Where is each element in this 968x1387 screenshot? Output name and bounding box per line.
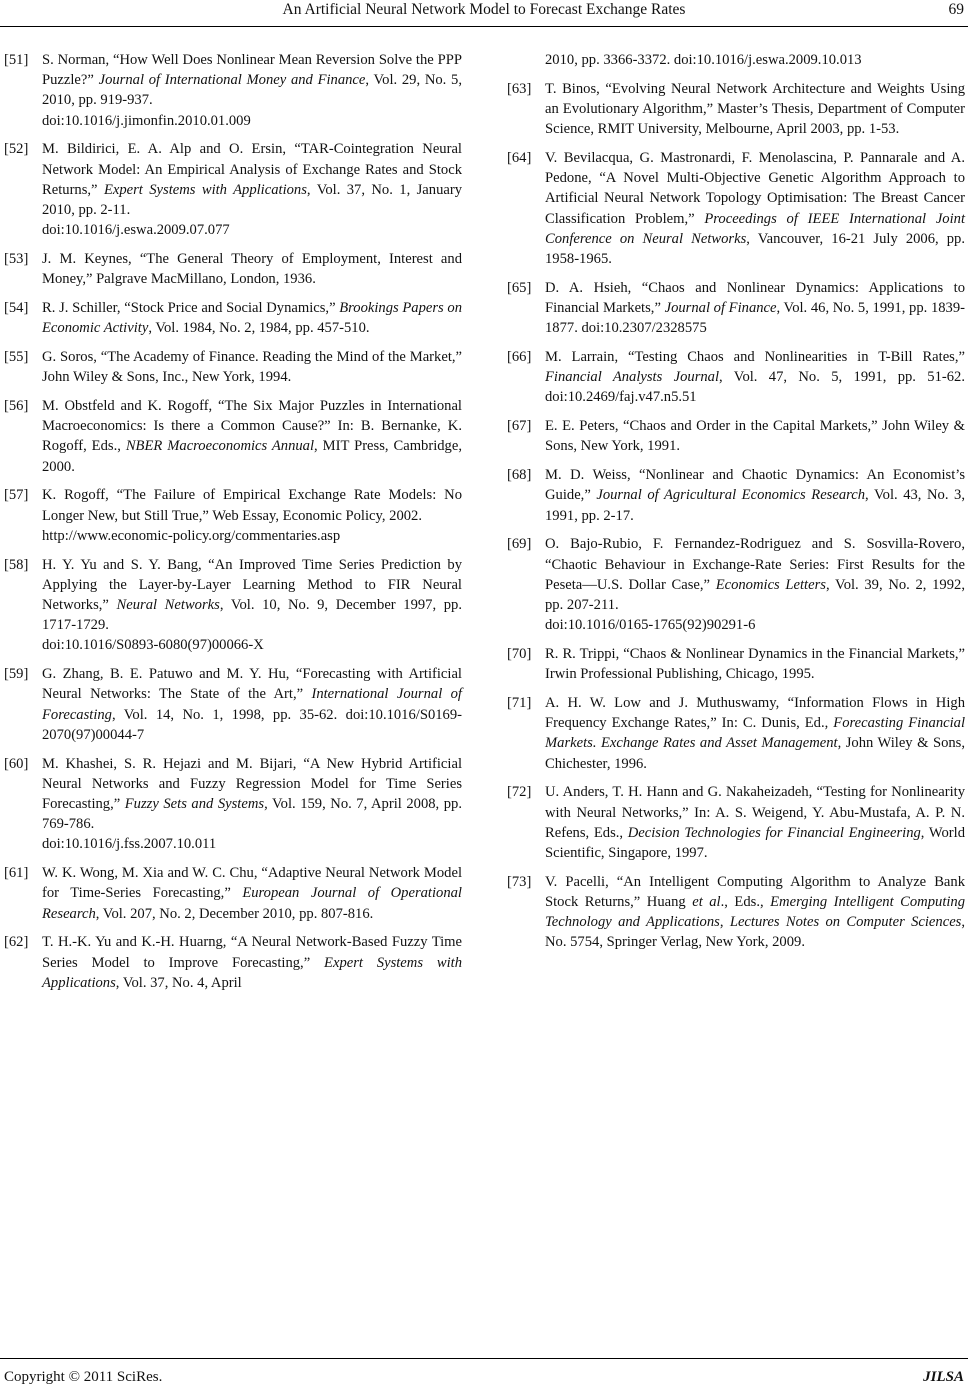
reference-italic-segment: Journal of International Money and Finance [98,72,366,89]
reference-text [545,278,965,339]
reference-segment: M. D. Weiss, “Nonlinear and Chaotic Dynamics: An Economist’s Guide,” [545,467,965,504]
reference-entry [507,693,965,774]
reference-segment: G. Zhang, B. E. Patuwo and M. Y. Hu, “Forecasting with Artificial Neural Networks: The State of the Art,” [42,666,462,703]
reference-text [42,249,462,289]
reference-number: [59] [4,666,29,683]
reference-italic-segment: Proceedings of IEEE International Joint Conference on Neural Networks [545,210,965,247]
reference-segment: T. Binos, “Evolving Neural Network Architecture and Weights Using an Evolutionary Algorithm,” Master’s Thesis, Department of Computer Science, RMIT University, Melbourne, April 2003, pp. 1-53. [545,80,965,138]
reference-segment: R. R. Trippi, “Chaos & Nonlinear Dynamics in the Financial Markets,” Irwin Professional Publishing, Chicago, 1995. [545,646,965,683]
reference-text [42,396,462,477]
reference-segment: , Vol. 46, No. 5, 1991, pp. 1839-1877. doi:10.2307/2328575 [545,300,965,337]
reference-text [545,534,965,635]
reference-segment: , No. 5754, Springer Verlag, New York, 2009. [545,914,966,951]
reference-segment: ., Eds., [720,894,771,911]
reference-doi: doi:10.1016/S0893-6080(97)00066-X [42,637,264,654]
reference-number: [54] [4,300,29,317]
reference-text [545,465,965,526]
reference-segment: K. Rogoff, “The Failure of Empirical Exchange Rate Models: No Longer New, but Still True,” Web Essay, Economic Policy, 2002. [42,487,462,524]
reference-entry [507,148,965,269]
page-header [0,0,968,27]
reference-segment: A. H. W. Low and J. Muthuswamy, “Information Flows in High Frequency Exchange Rates,” In: C. Dunis, Ed., [545,695,965,732]
reference-segment: M. Khashei, S. R. Hejazi and M. Bijari, “A New Hybrid Artificial Neural Networks and Fuzzy Regression Model for Time Series Forecasting,” [42,755,462,813]
reference-entry [507,50,965,70]
reference-text [42,932,462,993]
reference-text [545,416,965,456]
reference-doi: doi:10.1016/j.fss.2007.10.011 [42,836,217,853]
reference-segment: , Vol. 159, No. 7, April 2008, pp. 769-786. [42,796,462,833]
reference-number: [58] [4,556,29,573]
reference-text [545,347,965,408]
reference-text [545,79,965,140]
reference-doi: doi:10.1016/j.jimonfin.2010.01.009 [42,112,251,129]
reference-segment: , Vol. 47, No. 5, 1991, pp. 51-62. doi:10.2469/faj.v47.n5.51 [545,369,965,406]
reference-italic-segment: Brookings Papers on Economic Activity [42,300,463,337]
reference-number: [56] [4,398,29,415]
reference-segment: M. Larrain, “Testing Chaos and Nonlinearities in T-Bill Rates,” [545,349,965,366]
reference-doi: doi:10.1016/0165-1765(92)90291-6 [545,617,756,634]
reference-italic-segment: Financial Analysts Journal [545,369,720,386]
reference-segment: 2010, pp. 3366-3372. doi:10.1016/j.eswa.2009.10.013 [545,52,862,68]
reference-entry [4,249,462,289]
reference-segment: , Vol. 207, No. 2, December 2010, pp. 807-816. [95,905,374,922]
reference-number: [63] [507,80,532,97]
reference-segment: G. Soros, “The Academy of Finance. Reading the Mind of the Market,” John Wiley & Sons, Inc., New York, 1994. [42,349,462,386]
reference-text [42,555,462,656]
reference-number: [73] [507,873,532,890]
reference-text [42,298,462,338]
reference-entry [4,485,462,546]
reference-text [545,872,965,953]
reference-text [42,664,462,745]
reference-segment: , Vol. 10, No. 9, December 1997, pp. 1717-1729. [42,597,462,634]
reference-number: [67] [507,418,532,435]
reference-number: [57] [4,487,29,504]
reference-italic-segment: et al [692,894,721,911]
reference-number: [60] [4,755,29,772]
reference-segment: R. J. Schiller, “Stock Price and Social Dynamics,” [42,300,340,317]
reference-italic-segment: Journal of Finance [664,300,777,317]
reference-italic-segment: International Journal of Forecasting [42,686,462,723]
reference-italic-segment: Emerging Intelligent Computing Technology and Applications [545,894,966,931]
reference-text [42,754,462,855]
reference-segment: M. Bildirici, E. A. Alp and O. Ersin, “TAR-Cointegration Neural Network Model: An Empirical Analysis of Exchange Rates and Stock Returns,” [42,141,462,198]
references-right-column [507,50,965,961]
reference-text [42,485,462,546]
reference-number: [65] [507,279,532,296]
reference-text [42,139,462,240]
reference-entry [507,347,965,408]
reference-italic-segment: NBER Macroeconomics Annual [125,438,315,455]
reference-number: [61] [4,865,29,882]
reference-entry [4,396,462,477]
reference-segment: U. Anders, T. H. Hann and G. Nakaheizadeh, “Testing for Nonlinearity with Neural Networks,” In: A. S. Weigend, Y. Abu-Mustafa, A. P. N. Refens, Eds., [545,784,965,841]
reference-segment: , Vol. 37, No. 4, April [115,974,242,991]
reference-italic-segment: Economics Letters [715,576,826,593]
reference-entry [4,347,462,387]
reference-entry [4,139,462,240]
reference-italic-segment: Fuzzy Sets and Systems [124,796,265,813]
copyright-notice: Copyright © 2011 SciRes. [4,1369,163,1385]
reference-segment: , Vol. 37, No. 1, January 2010, pp. 2-11. [42,181,463,219]
reference-italic-segment: Lectures Notes on Computer Sciences [729,914,962,931]
reference-text [545,148,965,269]
reference-segment: M. Obstfeld and K. Rogoff, “The Six Major Puzzles in International Macroeconomics: Is there a Common Cause?” In: B. Bernanke, K. Rogoff, Eds., [42,398,462,455]
reference-segment: W. K. Wong, M. Xia and W. C. Chu, “Adaptive Neural Network Model for Time-Series Forecasting,” [42,865,462,902]
reference-text [545,644,965,684]
reference-number: [53] [4,251,29,268]
reference-entry [507,278,965,339]
reference-text [42,347,462,387]
reference-text [42,863,462,924]
reference-number: [70] [507,646,532,663]
reference-number: [55] [4,349,29,366]
reference-italic-segment: Expert Systems with Applications [103,181,307,198]
reference-number: [68] [507,467,532,484]
reference-entry [4,932,462,993]
reference-italic-segment: Expert Systems with Applications [42,954,462,991]
reference-doi: doi:10.1016/j.eswa.2009.07.077 [42,222,230,239]
reference-segment: V. Pacelli, “An Intelligent Computing Algorithm to Analyze Bank Stock Returns,” Huang [545,873,965,911]
reference-segment: V. Bevilacqua, G. Mastronardi, F. Menolascina, P. Pannarale and A. Pedone, “A Novel Multi-Objective Genetic Algorithm Approach to Artificial Neural Network Topology Optimisation: The Breast Cancer Classification Problem,” [545,150,965,227]
reference-segment: , Vancouver, 16-21 July 2006, pp. 1958-1965. [545,230,966,268]
reference-entry [4,298,462,338]
journal-abbreviation: JILSA [923,1369,964,1385]
page-number: 69 [948,1,964,18]
reference-number: [69] [507,536,532,553]
reference-entry [4,50,462,131]
reference-segment: , John Wiley & Sons, Chichester, 1996. [545,735,965,772]
reference-entry [507,534,965,635]
reference-segment: , Vol. 1984, No. 2, 1984, pp. 457-510. [148,320,370,337]
reference-entry [507,872,965,953]
reference-text [545,693,965,774]
reference-entry [4,754,462,855]
reference-segment: , Vol. 29, No. 5, 2010, pp. 919-937. [42,72,462,109]
reference-doi: http://www.economic-policy.org/commentaries.asp [42,527,341,544]
reference-segment: E. E. Peters, “Chaos and Order in the Capital Markets,” John Wiley & Sons, New York, 1991. [545,418,965,455]
running-title: An Artificial Neural Network Model to Forecast Exchange Rates [282,1,686,18]
reference-number: [51] [4,52,29,68]
reference-italic-segment: European Journal of Operational Research [42,885,462,922]
reference-number: [52] [4,141,29,158]
reference-entry [507,782,965,863]
reference-entry [507,79,965,140]
reference-number: [71] [507,695,532,712]
reference-italic-segment: Decision Technologies for Financial Engineering [627,824,921,841]
reference-segment: , Vol. 43, No. 3, 1991, pp. 2-17. [545,487,966,524]
reference-segment: , Vol. 39, No. 2, 1992, pp. 207-211. [545,576,965,614]
reference-segment: H. Y. Yu and S. Y. Bang, “An Improved Time Series Prediction by Applying the Layer-by-Layer Learning Method to FIR Neural Networks,” [42,556,462,614]
reference-text [42,50,462,131]
reference-segment: , Vol. 14, No. 1, 1998, pp. 35-62. doi:10.1016/S0169-2070(97)00044-7 [42,706,462,743]
reference-italic-segment: Journal of Agricultural Economics Research [596,487,866,504]
reference-italic-segment: Neural Networks [116,597,220,614]
reference-segment: O. Bajo-Rubio, F. Fernandez-Rodriguez and S. Sosvilla-Rovero, “Chaotic Behaviour in Exchange-Rate Series: First Results for the Peseta—U.S. Dollar Case,” [545,536,965,593]
reference-number: [66] [507,349,532,366]
reference-segment: J. M. Keynes, “The General Theory of Employment, Interest and Money,” Palgrave MacMillano, London, 1936. [42,251,462,288]
reference-text [507,50,965,70]
reference-segment: T. H.-K. Yu and K.-H. Huarng, “A Neural Network-Based Fuzzy Time Series Model to Improve Forecasting,” [42,934,462,971]
reference-entry [507,416,965,456]
reference-italic-segment: Forecasting Financial Markets. Exchange Rates and Asset Management [545,715,966,752]
reference-entry [4,555,462,656]
page-footer [0,1358,968,1387]
reference-number: [62] [4,934,29,951]
references-left-column [4,50,462,1002]
reference-entry [4,664,462,745]
reference-entry [507,465,965,526]
reference-number: [72] [507,784,532,801]
reference-text [545,782,965,863]
reference-entry [507,644,965,684]
reference-number: [64] [507,150,532,166]
reference-segment: S. Norman, “How Well Does Nonlinear Mean Reversion Solve the PPP Puzzle?” [42,52,462,89]
reference-entry [4,863,462,924]
reference-segment: , MIT Press, Cambridge, 2000. [42,438,462,475]
reference-segment: , World Scientific, Singapore, 1997. [545,824,965,862]
reference-segment: D. A. Hsieh, “Chaos and Nonlinear Dynamics: Applications to Financial Markets,” [545,279,965,317]
reference-segment: , [719,914,730,931]
